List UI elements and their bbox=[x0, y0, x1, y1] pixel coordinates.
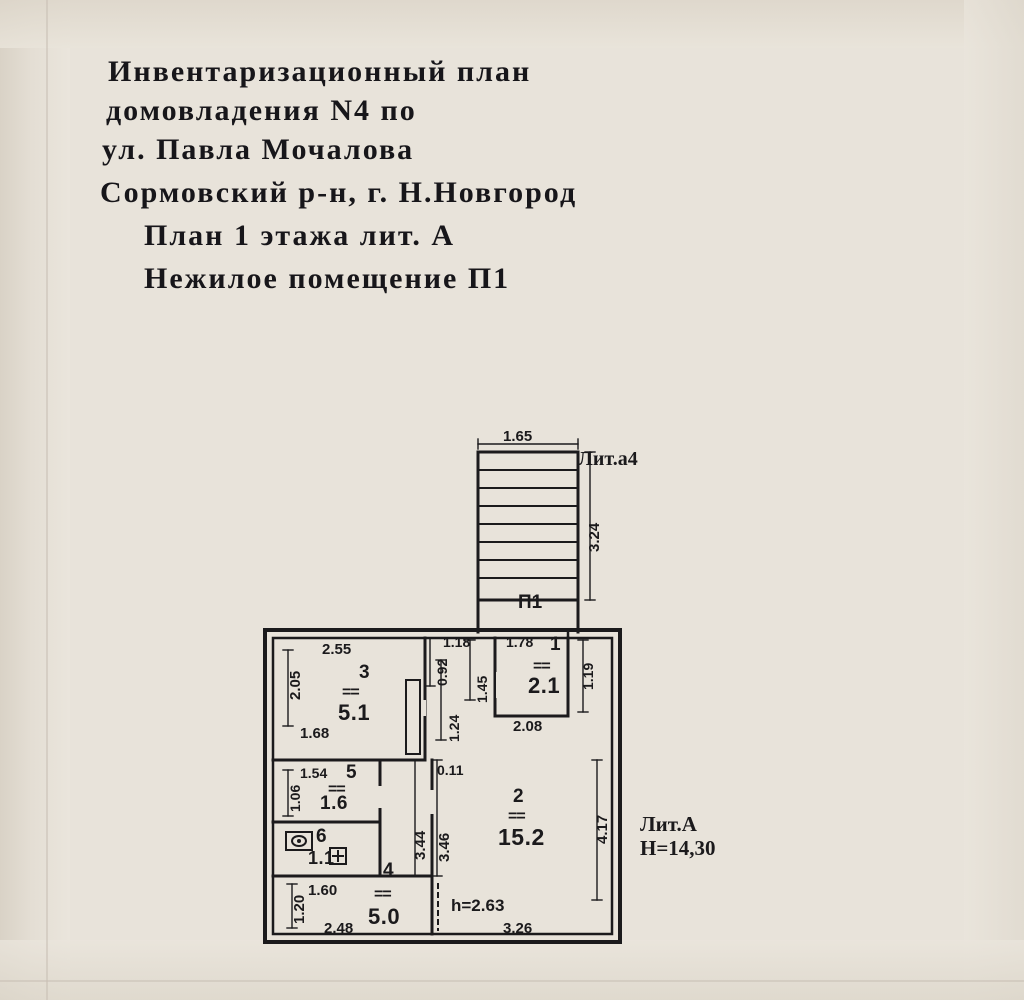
ceiling-height-note: h=2.63 bbox=[451, 896, 505, 915]
title-line-6: Нежилое помещение П1 bbox=[144, 262, 511, 295]
dim-1-78: 1.78 bbox=[506, 634, 534, 650]
dim-0-11: 0.11 bbox=[437, 762, 464, 778]
room-4-number: 4 bbox=[383, 860, 394, 881]
room-2-divider: == bbox=[508, 808, 525, 825]
room-3-divider: == bbox=[342, 684, 359, 701]
room-4-divider: == bbox=[374, 886, 391, 903]
dim-2-48: 2.48 bbox=[324, 920, 354, 937]
title-line-4: Сормовский р-н, г. Н.Новгород bbox=[100, 176, 578, 209]
entrance-label: П1 bbox=[518, 592, 543, 613]
dim-1-19: 1.19 bbox=[580, 662, 596, 690]
litera-a4-label: Лит.а4 bbox=[578, 448, 638, 470]
dim-1-68: 1.68 bbox=[300, 725, 330, 742]
room-6-area: 1.1 bbox=[308, 848, 335, 868]
dim-1-60: 1.60 bbox=[308, 882, 338, 899]
dim-2-05: 2.05 bbox=[287, 670, 304, 700]
dim-2-08: 2.08 bbox=[513, 718, 543, 735]
dim-a4-width-label: 1.65 bbox=[503, 428, 533, 445]
room-4-area: 5.0 bbox=[368, 904, 401, 929]
staircase-steps bbox=[478, 470, 578, 578]
dim-2-55: 2.55 bbox=[322, 641, 352, 658]
wc-bowl-center bbox=[297, 839, 301, 843]
room-1-divider: == bbox=[533, 658, 550, 675]
dim-1-20: 1.20 bbox=[291, 894, 308, 924]
room-5-divider: == bbox=[328, 781, 345, 798]
room-1-number: 1 bbox=[550, 634, 561, 655]
room-3-area: 5.1 bbox=[338, 700, 371, 725]
corridor-column bbox=[406, 680, 420, 754]
title-line-1: Инвентаризационный план bbox=[108, 55, 532, 88]
dim-1-24: 1.24 bbox=[446, 714, 462, 742]
dim-3-26: 3.26 bbox=[503, 920, 533, 937]
title-line-2: домовладения N4 по bbox=[106, 94, 417, 127]
room-1-area: 2.1 bbox=[528, 673, 561, 698]
dim-1-06: 1.06 bbox=[287, 784, 303, 812]
room-2-area: 15.2 bbox=[498, 824, 545, 850]
dim-a4-depth-label: 3.24 bbox=[586, 522, 603, 552]
room-5-number: 5 bbox=[346, 762, 357, 783]
dim-4-17: 4.17 bbox=[594, 814, 611, 844]
litera-a-label: Лит.А bbox=[640, 812, 697, 836]
room-2-number: 2 bbox=[513, 786, 524, 807]
room-5-area: 1.6 bbox=[320, 793, 348, 814]
dim-3-46: 3.46 bbox=[436, 832, 453, 862]
building-height-label: H=14,30 bbox=[640, 836, 716, 860]
room-6-number: 6 bbox=[316, 826, 327, 847]
dim-1-18: 1.18 bbox=[443, 634, 471, 650]
title-line-5: План 1 этажа лит. А bbox=[144, 219, 456, 252]
dim-0-92: 0.92 bbox=[434, 658, 450, 686]
dim-1-45: 1.45 bbox=[474, 675, 490, 703]
dim-1-54: 1.54 bbox=[300, 765, 328, 781]
dim-3-44: 3.44 bbox=[412, 830, 429, 860]
room-3-number: 3 bbox=[359, 662, 370, 683]
title-line-3: ул. Павла Мочалова bbox=[102, 133, 415, 166]
